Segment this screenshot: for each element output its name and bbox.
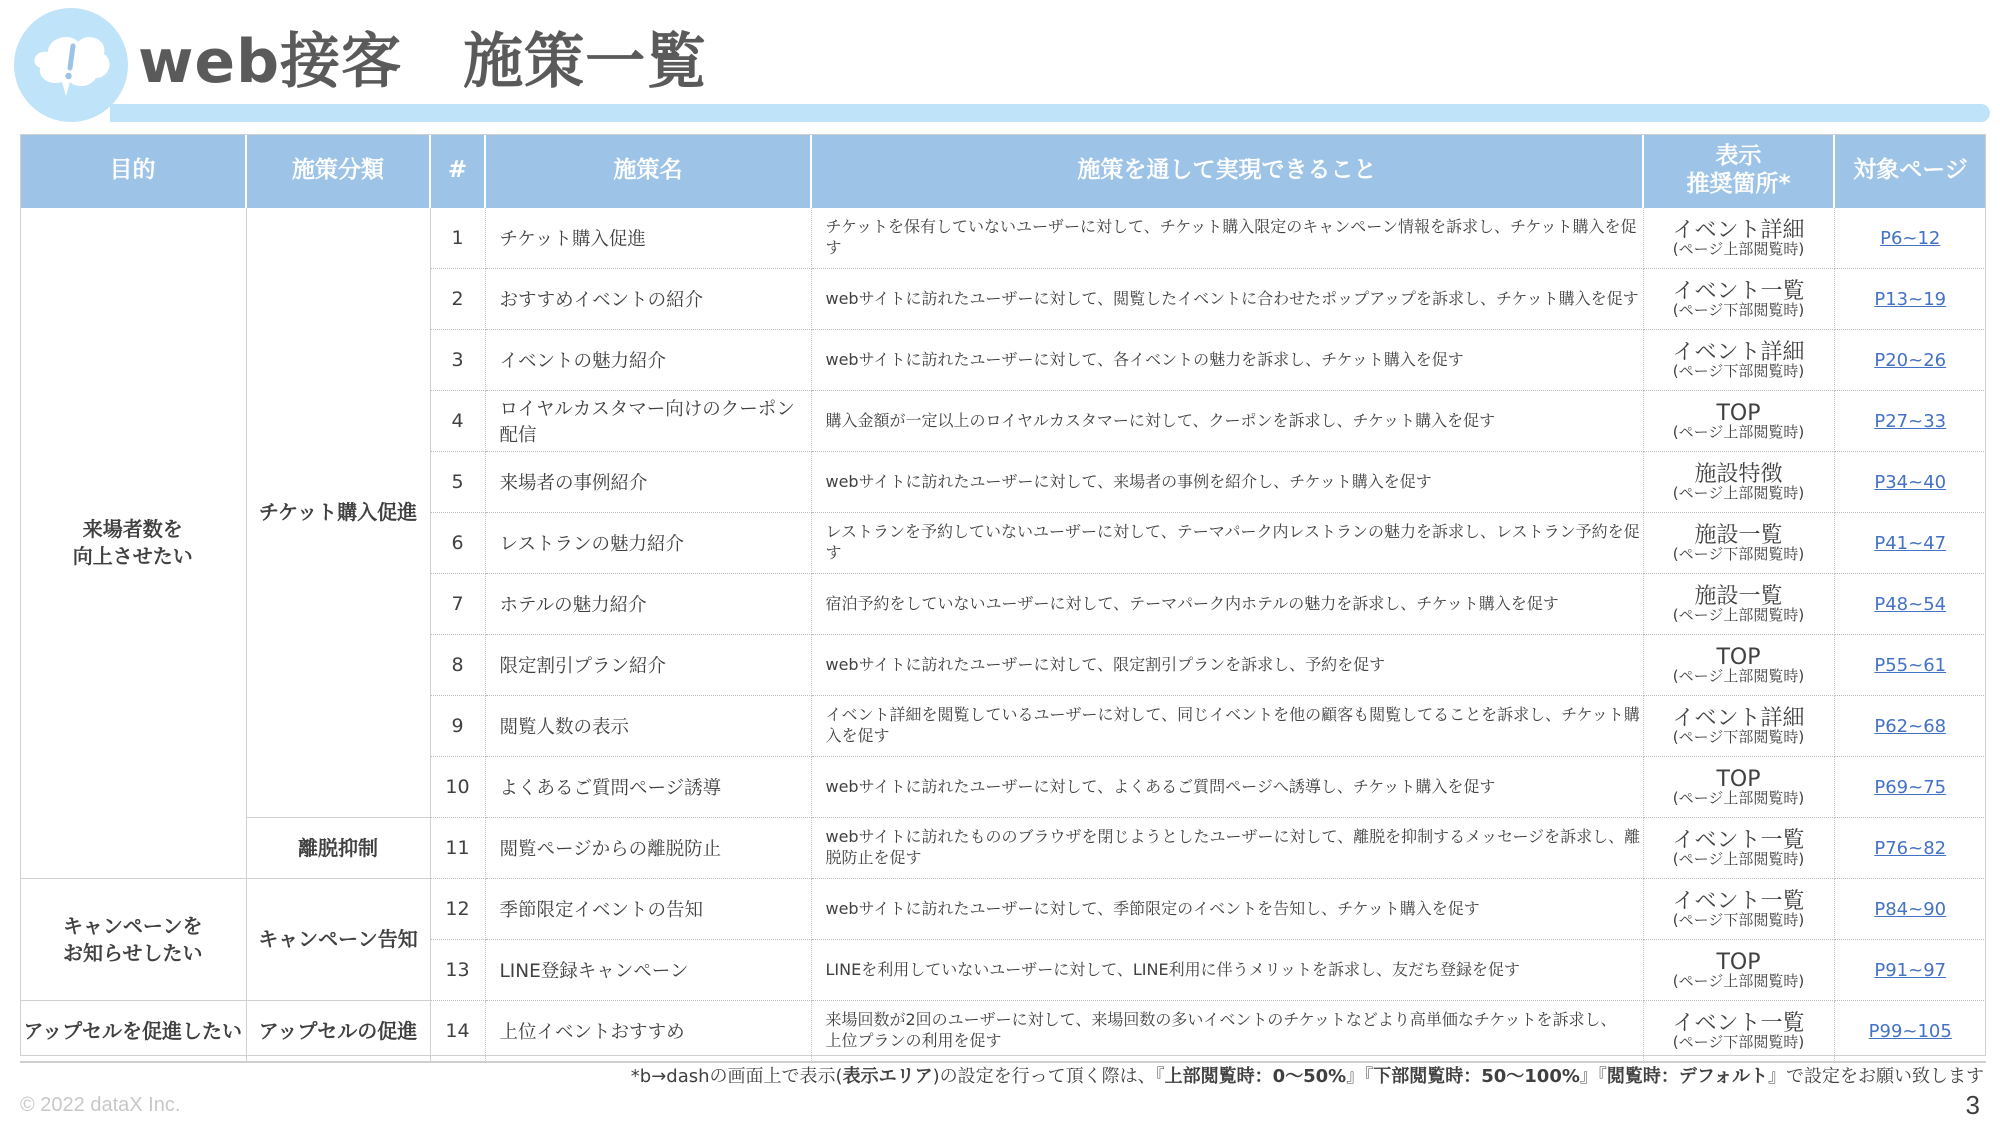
table-row <box>20 879 1986 940</box>
measure-description: レストランを予約していないユーザーに対して、テーマパーク内レストランの魅力を訴求し、レストラン予約を促す <box>811 513 1643 574</box>
measure-name: 上位イベントおすすめ <box>485 1001 811 1063</box>
display-area-page: イベント詳細 <box>1672 339 1805 365</box>
footnote-emphasis: 上部閲覧時：0〜50% <box>1164 1066 1347 1087</box>
target-page-link[interactable]: P6~12 <box>1880 227 1941 249</box>
table-row <box>20 208 1986 269</box>
column-header-category: 施策分類 <box>246 134 430 208</box>
measure-description: webサイトに訪れたユーザーに対して、来場者の事例を紹介し、チケット購入を促す <box>811 452 1643 513</box>
target-page-cell <box>1834 452 1986 513</box>
display-area-page: 施設一覧 <box>1694 522 1783 548</box>
display-area-page: 施設特徴 <box>1694 461 1783 487</box>
column-header-purpose: 目的 <box>20 134 246 208</box>
purpose-cell: 来場者数を 向上させたい <box>20 208 246 879</box>
column-header-number: # <box>430 134 485 208</box>
target-page-cell <box>1834 1001 1986 1063</box>
display-area-position: (ページ上部閲覧時) <box>1672 605 1805 624</box>
measure-description: webサイトに訪れたユーザーに対して、よくあるご質問ページへ誘導し、チケット購入を促す <box>811 757 1643 818</box>
page-title: web接客 施策一覧 <box>138 27 708 97</box>
footnote-emphasis: 表示エリア <box>842 1066 933 1087</box>
target-page-link[interactable]: P48~54 <box>1874 593 1947 615</box>
category-cell: 離脱抑制 <box>246 818 430 879</box>
display-area-page: TOP <box>1716 766 1761 792</box>
display-area-position: (ページ下部閲覧時) <box>1672 910 1805 929</box>
display-area-position: (ページ上部閲覧時) <box>1672 422 1805 441</box>
display-area-position: (ページ下部閲覧時) <box>1672 1032 1805 1051</box>
target-page-link[interactable]: P69~75 <box>1874 776 1947 798</box>
row-number: 12 <box>430 879 485 940</box>
footnote-text: )の設定を行って頂く際は、『 <box>932 1066 1165 1087</box>
row-number: 11 <box>430 818 485 879</box>
title-underline-bar <box>110 104 1990 122</box>
measure-description: webサイトに訪れたもののブラウザを閉じようとしたユーザーに対して、離脱を抑制するメッセージを訴求し、離脱防止を促す <box>811 818 1643 879</box>
display-area <box>1643 513 1834 574</box>
target-page-cell <box>1834 330 1986 391</box>
display-area <box>1643 330 1834 391</box>
target-page-link[interactable]: P62~68 <box>1874 715 1947 737</box>
row-number: 3 <box>430 330 485 391</box>
display-area-page: イベント一覧 <box>1672 888 1805 914</box>
footnote-text: *b→dashの画面上で表示( <box>630 1066 843 1087</box>
display-area-position: (ページ上部閲覧時) <box>1672 483 1805 502</box>
row-number: 9 <box>430 696 485 757</box>
target-page-link[interactable]: P76~82 <box>1874 837 1947 859</box>
measure-description: 購入金額が一定以上のロイヤルカスタマーに対して、クーポンを訴求し、チケット購入を促す <box>811 391 1643 452</box>
measures-table <box>20 134 1986 1063</box>
purpose-cell: キャンペーンを お知らせしたい <box>20 879 246 1001</box>
column-header-description: 施策を通して実現できること <box>811 134 1643 208</box>
page-number: 3 <box>1965 1090 1980 1120</box>
target-page-cell <box>1834 513 1986 574</box>
display-area-position: (ページ下部閲覧時) <box>1672 300 1805 319</box>
target-page-link[interactable]: P20~26 <box>1874 349 1947 371</box>
display-area-page: イベント一覧 <box>1672 827 1805 853</box>
category-cell: アップセルの促進 <box>246 1001 430 1063</box>
measure-name: LINE登録キャンペーン <box>485 940 811 1001</box>
row-number: 1 <box>430 208 485 269</box>
display-area-page: TOP <box>1716 949 1761 975</box>
display-area-position: (ページ上部閲覧時) <box>1672 239 1805 258</box>
display-area <box>1643 269 1834 330</box>
measure-description: LINEを利用していないユーザーに対して、LINE利用に伴うメリットを訴求し、友だち登録を促す <box>811 940 1643 1001</box>
target-page-link[interactable]: P27~33 <box>1874 410 1947 432</box>
target-page-cell <box>1834 879 1986 940</box>
measure-name: 閲覧ページからの離脱防止 <box>485 818 811 879</box>
measure-name: ホテルの魅力紹介 <box>485 574 811 635</box>
display-area <box>1643 208 1834 269</box>
measure-description: webサイトに訪れたユーザーに対して、限定割引プランを訴求し、予約を促す <box>811 635 1643 696</box>
display-area-page: イベント一覧 <box>1672 278 1805 304</box>
measure-name: イベントの魅力紹介 <box>485 330 811 391</box>
speech-bubble-exclamation-icon <box>26 30 114 106</box>
display-area <box>1643 696 1834 757</box>
row-number: 6 <box>430 513 485 574</box>
target-page-cell <box>1834 757 1986 818</box>
measure-description: webサイトに訪れたユーザーに対して、各イベントの魅力を訴求し、チケット購入を促す <box>811 330 1643 391</box>
footnote <box>631 1062 1984 1088</box>
target-page-link[interactable]: P34~40 <box>1874 471 1947 493</box>
row-number: 13 <box>430 940 485 1001</box>
display-area-position: (ページ下部閲覧時) <box>1672 727 1805 746</box>
measure-name: ロイヤルカスタマー向けのクーポン配信 <box>485 391 811 452</box>
measure-name: チケット購入促進 <box>485 208 811 269</box>
measure-name: 季節限定イベントの告知 <box>485 879 811 940</box>
measure-description: webサイトに訪れたユーザーに対して、季節限定のイベントを告知し、チケット購入を促す <box>811 879 1643 940</box>
footnote-emphasis: 下部閲覧時：50〜100% <box>1373 1066 1580 1087</box>
target-page-cell <box>1834 269 1986 330</box>
column-header-measure-name: 施策名 <box>485 134 811 208</box>
row-number: 14 <box>430 1001 485 1063</box>
table-body <box>20 208 1986 1062</box>
footnote-emphasis: 閲覧時：デフォルト <box>1606 1066 1768 1087</box>
display-area-position: (ページ上部閲覧時) <box>1672 666 1805 685</box>
display-area <box>1643 574 1834 635</box>
display-area <box>1643 1001 1834 1063</box>
table-row <box>20 1001 1986 1063</box>
display-area-page: TOP <box>1716 400 1761 426</box>
display-area-position: (ページ上部閲覧時) <box>1672 788 1805 807</box>
target-page-cell <box>1834 574 1986 635</box>
footnote-text: 』『 <box>1579 1066 1607 1087</box>
target-page-cell <box>1834 208 1986 269</box>
measure-name: レストランの魅力紹介 <box>485 513 811 574</box>
display-area-page: TOP <box>1716 644 1761 670</box>
measure-name: よくあるご質問ページ誘導 <box>485 757 811 818</box>
target-page-cell <box>1834 818 1986 879</box>
display-area <box>1643 757 1834 818</box>
display-area-position: (ページ上部閲覧時) <box>1672 849 1805 868</box>
target-page-cell <box>1834 635 1986 696</box>
display-area-page: イベント詳細 <box>1672 217 1805 243</box>
target-page-link[interactable]: P84~90 <box>1874 898 1947 920</box>
column-header-display-area: 表示 推奨箇所* <box>1643 134 1834 208</box>
display-area <box>1643 818 1834 879</box>
measure-description: チケットを保有していないユーザーに対して、チケット購入限定のキャンペーン情報を訴求し、チケット購入を促す <box>811 208 1643 269</box>
measure-description: イベント詳細を閲覧しているユーザーに対して、同じイベントを他の顧客も閲覧してることを訴求し、チケット購入を促す <box>811 696 1643 757</box>
measure-name: 限定割引プラン紹介 <box>485 635 811 696</box>
row-number: 2 <box>430 269 485 330</box>
display-area-page: イベント一覧 <box>1672 1010 1805 1036</box>
measure-description: 宿泊予約をしていないユーザーに対して、テーマパーク内ホテルの魅力を訴求し、チケット購入を促す <box>811 574 1643 635</box>
target-page-cell <box>1834 391 1986 452</box>
display-area <box>1643 635 1834 696</box>
row-number: 5 <box>430 452 485 513</box>
copyright: © 2022 dataX Inc. <box>20 1094 181 1116</box>
row-number: 8 <box>430 635 485 696</box>
display-area-position: (ページ下部閲覧時) <box>1672 361 1805 380</box>
footnote-text: 』で設定をお願い致します <box>1768 1066 1984 1087</box>
row-number: 7 <box>430 574 485 635</box>
footnote-text: 』『 <box>1346 1066 1374 1087</box>
table-header-row <box>20 134 1986 208</box>
display-area-position: (ページ下部閲覧時) <box>1672 544 1805 563</box>
display-area-page: 施設一覧 <box>1694 583 1783 609</box>
target-page-link[interactable]: P13~19 <box>1874 288 1947 310</box>
measure-description: webサイトに訪れたユーザーに対して、閲覧したイベントに合わせたポップアップを訴求し、チケット購入を促す <box>811 269 1643 330</box>
column-header-target-page: 対象ページ <box>1834 134 1986 208</box>
table-row <box>20 818 1986 879</box>
target-page-cell <box>1834 940 1986 1001</box>
row-number: 10 <box>430 757 485 818</box>
target-page-cell <box>1834 696 1986 757</box>
target-page-link[interactable]: P91~97 <box>1874 959 1947 981</box>
category-cell: チケット購入促進 <box>246 208 430 818</box>
target-page-link[interactable]: P99~105 <box>1868 1020 1952 1042</box>
display-area <box>1643 391 1834 452</box>
row-number: 4 <box>430 391 485 452</box>
display-area-page: イベント詳細 <box>1672 705 1805 731</box>
target-page-link[interactable]: P55~61 <box>1874 654 1947 676</box>
measure-name: 閲覧人数の表示 <box>485 696 811 757</box>
target-page-link[interactable]: P41~47 <box>1874 532 1947 554</box>
display-area <box>1643 452 1834 513</box>
category-cell: キャンペーン告知 <box>246 879 430 1001</box>
purpose-cell: アップセルを促進したい <box>20 1001 246 1063</box>
display-area <box>1643 940 1834 1001</box>
measure-name: 来場者の事例紹介 <box>485 452 811 513</box>
display-area-position: (ページ上部閲覧時) <box>1672 971 1805 990</box>
measure-description: 来場回数が2回のユーザーに対して、来場回数の多いイベントのチケットなどより高単価なチケットを訴求し、 上位プランの利用を促す <box>811 1001 1643 1063</box>
measure-name: おすすめイベントの紹介 <box>485 269 811 330</box>
display-area <box>1643 879 1834 940</box>
